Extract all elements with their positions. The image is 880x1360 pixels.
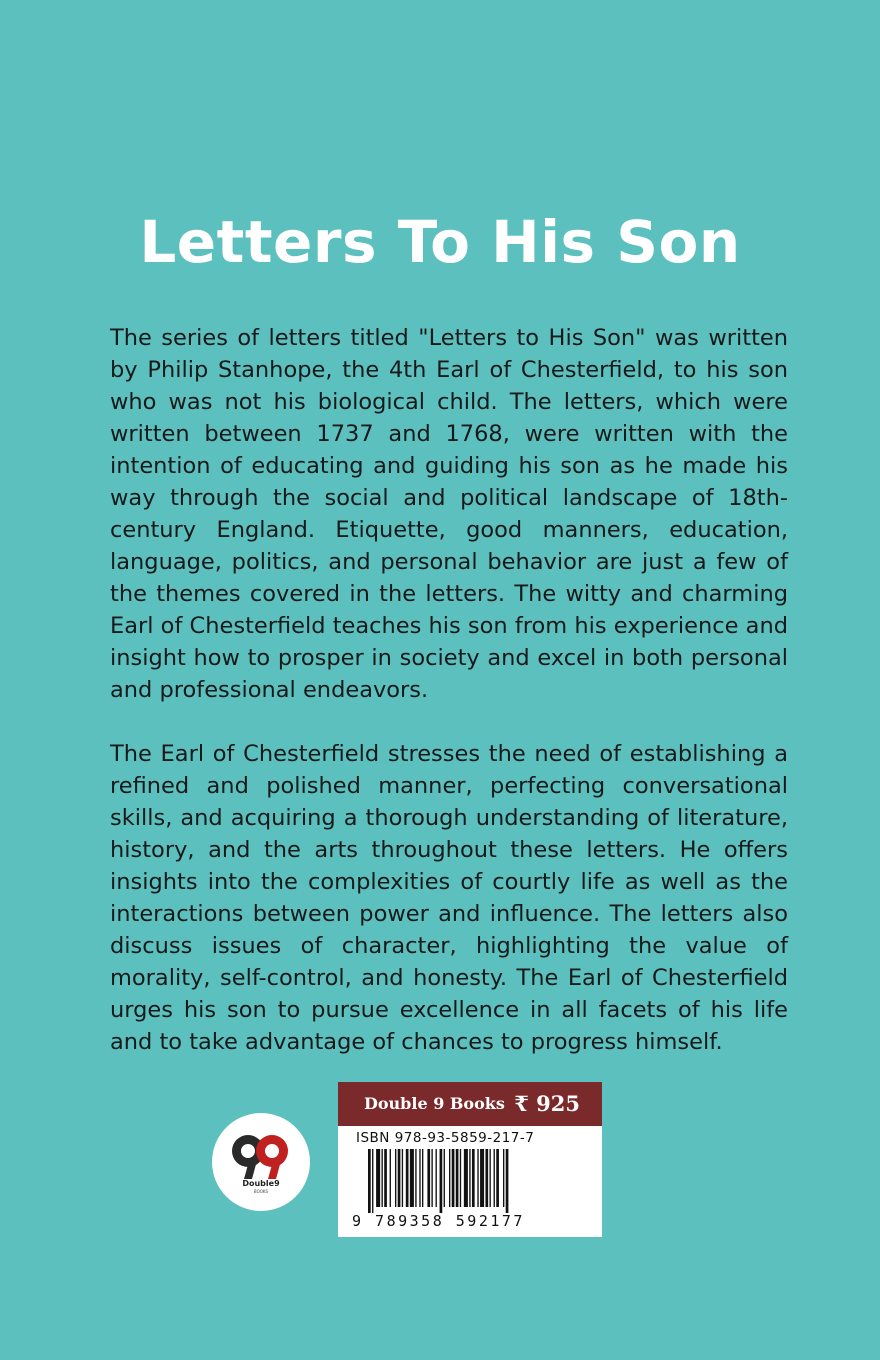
book-title: Letters To His Son: [139, 208, 741, 276]
price-bar: [338, 1082, 602, 1126]
publisher-logo: [212, 1113, 310, 1211]
logo-sub: BOOKS: [253, 1189, 269, 1194]
barcode-icon: [368, 1149, 558, 1213]
logo-name: Double9: [242, 1179, 280, 1188]
blurb-paragraph-2: The Earl of Chesterfield stresses the need of establishing a refined and polished manner, perfecting conversational skills, and acquiring a thorough understanding of literature, history, and the arts throughout these letters. He offers insights into the complexities of courtly life as well as the interactions between power and influence. The letters also discuss issues of character, highlighting the value of morality, self-control, and honesty. The Earl of Chesterfield urges his son to pursue excellence in all facets of his life and to take advantage of chances to progress himself.: [110, 741, 788, 1055]
price: ₹ 925: [514, 1091, 580, 1116]
price-barcode-box: [338, 1082, 602, 1237]
publisher-name: Double 9 Books: [364, 1094, 505, 1113]
isbn-label: ISBN 978-93-5859-217-7: [356, 1130, 535, 1146]
blurb-paragraph-1: The series of letters titled "Letters to His Son" was written by Philip Stanhope, the 4th Earl of Chesterfield, to his son who was not his biological child. The letters, which were written between 1737 and 1768, were written with the intention of educating and guiding his son as he made his way through the social and political landscape of 18th-century England. Etiquette, good manners, education, language, politics, and personal behavior are just a few of the themes covered in the letters. The witty and charming Earl of Chesterfield teaches his son from his experience and insight how to prosper in society and excel in both personal and professional endeavors.: [110, 325, 788, 703]
double9-logo-icon: [212, 1113, 310, 1211]
barcode-digits: 9 789358 592177: [352, 1212, 525, 1230]
